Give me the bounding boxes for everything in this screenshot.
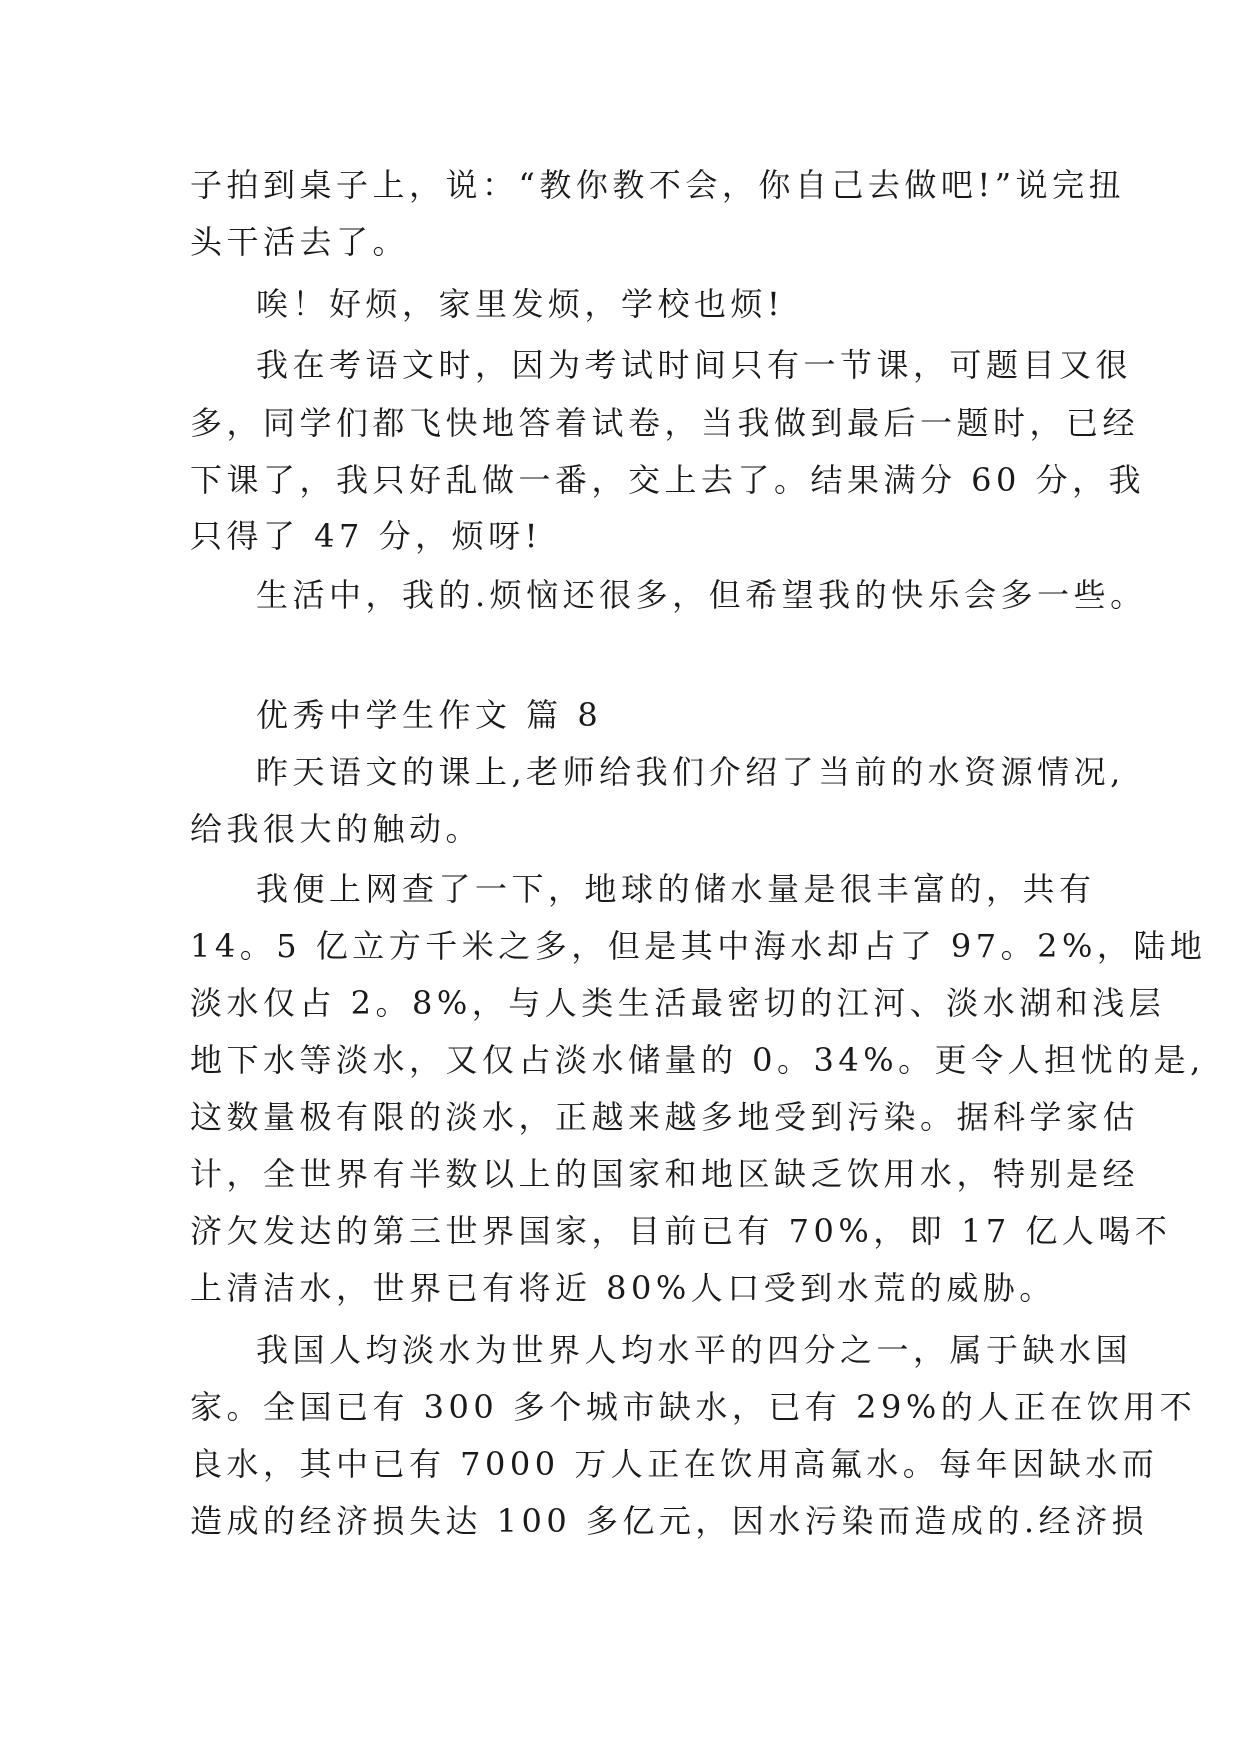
text-line: 生活中，我的.烦恼还很多，但希望我的快乐会多一些。 [256,576,1147,614]
text-line: 唉！好烦，家里发烦，学校也烦! [256,285,785,323]
text-line: 多，同学们都飞快地答着试卷，当我做到最后一题时，已经 [190,404,1140,442]
text-line: 我便上网查了一下，地球的储水量是很丰富的，共有 [256,870,1096,908]
text-line: 上清洁水，世界已有将近 80%人口受到水荒的威胁。 [190,1269,1056,1307]
text-line: 头干活去了。 [190,223,410,261]
text-line: 造成的经济损失达 100 多亿元，因水污染而造成的.经济损 [190,1502,1149,1540]
text-line: 计，全世界有半数以上的国家和地区缺乏饮用水，特别是经 [190,1155,1140,1193]
text-line: 良水，其中已有 7000 万人正在饮用高氟水。每年因缺水而 [190,1445,1159,1483]
text-line: 淡水仅占 2。8%，与人类生活最密切的江河、淡水湖和浅层 [190,984,1166,1022]
text-line: 家。全国已有 300 多个城市缺水，已有 29%的人正在饮用不 [190,1388,1197,1426]
text-line: 只得了 47 分，烦呀! [190,517,542,555]
text-line: 给我很大的触动。 [190,810,483,848]
section-heading: 优秀中学生作文 篇 8 [256,696,603,734]
text-line: 昨天语文的课上,老师给我们介绍了当前的水资源情况, [256,753,1125,791]
text-line: 地下水等淡水，又仅占淡水储量的 0。34%。更令人担忧的是, [190,1041,1205,1079]
text-line: 我国人均淡水为世界人均水平的四分之一，属于缺水国 [256,1331,1133,1369]
text-line: 我在考语文时，因为考试时间只有一节课，可题目又很 [256,346,1133,384]
text-line: 济欠发达的第三世界国家，目前已有 70%，即 17 亿人喝不 [190,1212,1172,1250]
text-line: 子拍到桌子上，说：“教你教不会，你自己去做吧!”说完扭 [190,166,1126,204]
text-line: 这数量极有限的淡水，正越来越多地受到污染。据科学家估 [190,1098,1140,1136]
text-line: 下课了，我只好乱做一番，交上去了。结果满分 60 分，我 [190,461,1146,499]
text-line: 14。5 亿立方千米之多，但是其中海水却占了 97。2%，陆地 [190,927,1207,965]
